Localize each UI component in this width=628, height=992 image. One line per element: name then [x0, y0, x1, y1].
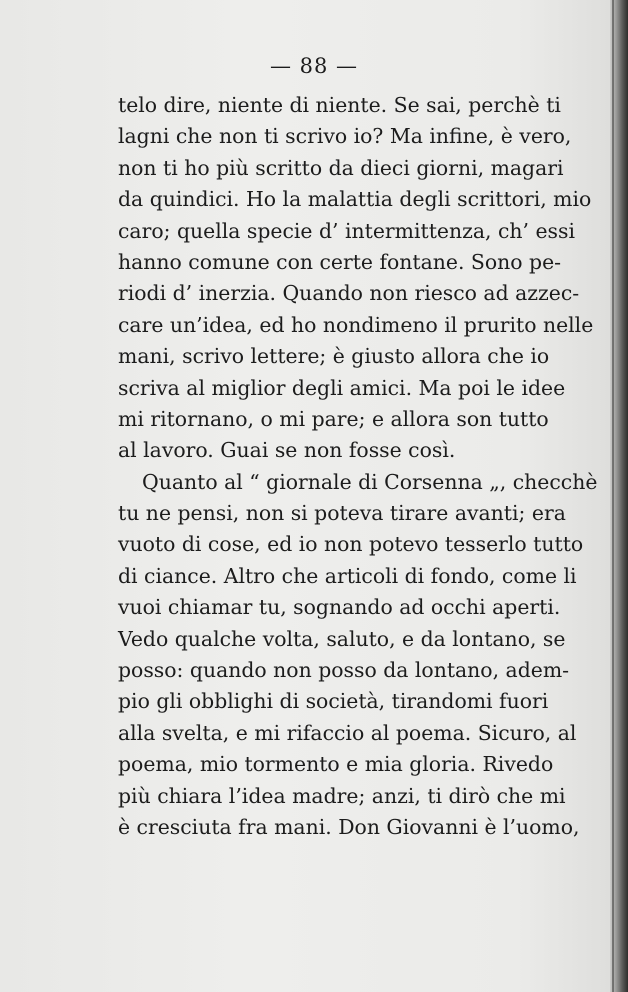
text-line: pio gli obblighi di società, tirandomi fuori	[118, 689, 549, 714]
text-line: riodi d’ inerzia. Quando non riesco ad azzec-	[118, 281, 580, 306]
text-line: scriva al miglior degli amici. Ma poi le idee	[118, 375, 566, 400]
text-line: è cresciuta fra mani. Don Giovanni è l’uomo,	[118, 814, 580, 839]
book-spine-edge	[612, 0, 614, 992]
text-line: mani, scrivo lettere; è giusto allora che io	[118, 344, 550, 369]
text-line: vuoi chiamar tu, sognando ad occhi aperti.	[118, 595, 561, 620]
text-line: hanno comune con certe fontane. Sono pe-	[118, 249, 562, 274]
text-line: Vedo qualche volta, saluto, e da lontano, se	[118, 626, 566, 651]
text-line: alla svelta, e mi rifaccio al poema. Sicuro, al	[118, 720, 577, 745]
text-line: telo dire, niente di niente. Se sai, perchè ti	[118, 93, 561, 117]
text-line: al lavoro. Guai se non fosse così.	[118, 438, 456, 463]
text-line: Quanto al “ giornale di Corsenna „, checchè	[142, 469, 598, 494]
text-line: posso: quando non posso da lontano, adem-	[118, 658, 570, 683]
text-line: vuoto di cose, ed io non potevo tesserlo tutto	[118, 532, 584, 557]
text-line: lagni che non ti scrivo io? Ma infine, è vero,	[118, 124, 572, 149]
text-line: da quindici. Ho la malattia degli scrittori, mio	[118, 187, 592, 212]
page-number: — 88 —	[269, 54, 359, 78]
text-line: caro; quella specie d’ intermittenza, ch’ essi	[118, 218, 575, 243]
text-line: tu ne pensi, non si poteva tirare avanti; era	[118, 501, 566, 526]
text-line: care un’idea, ed ho nondimeno il prurito nelle	[118, 312, 594, 337]
text-line: poema, mio tormento e mia gloria. Rivedo	[118, 752, 554, 777]
text-line: di ciance. Altro che articoli di fondo, come li	[118, 563, 577, 588]
body-text	[118, 90, 598, 843]
text-line: non ti ho più scritto da dieci giorni, magari	[118, 155, 564, 180]
text-line: più chiara l’idea madre; anzi, ti dirò che mi	[118, 783, 566, 808]
text-line: mi ritornano, o mi pare; e allora son tutto	[118, 406, 549, 431]
